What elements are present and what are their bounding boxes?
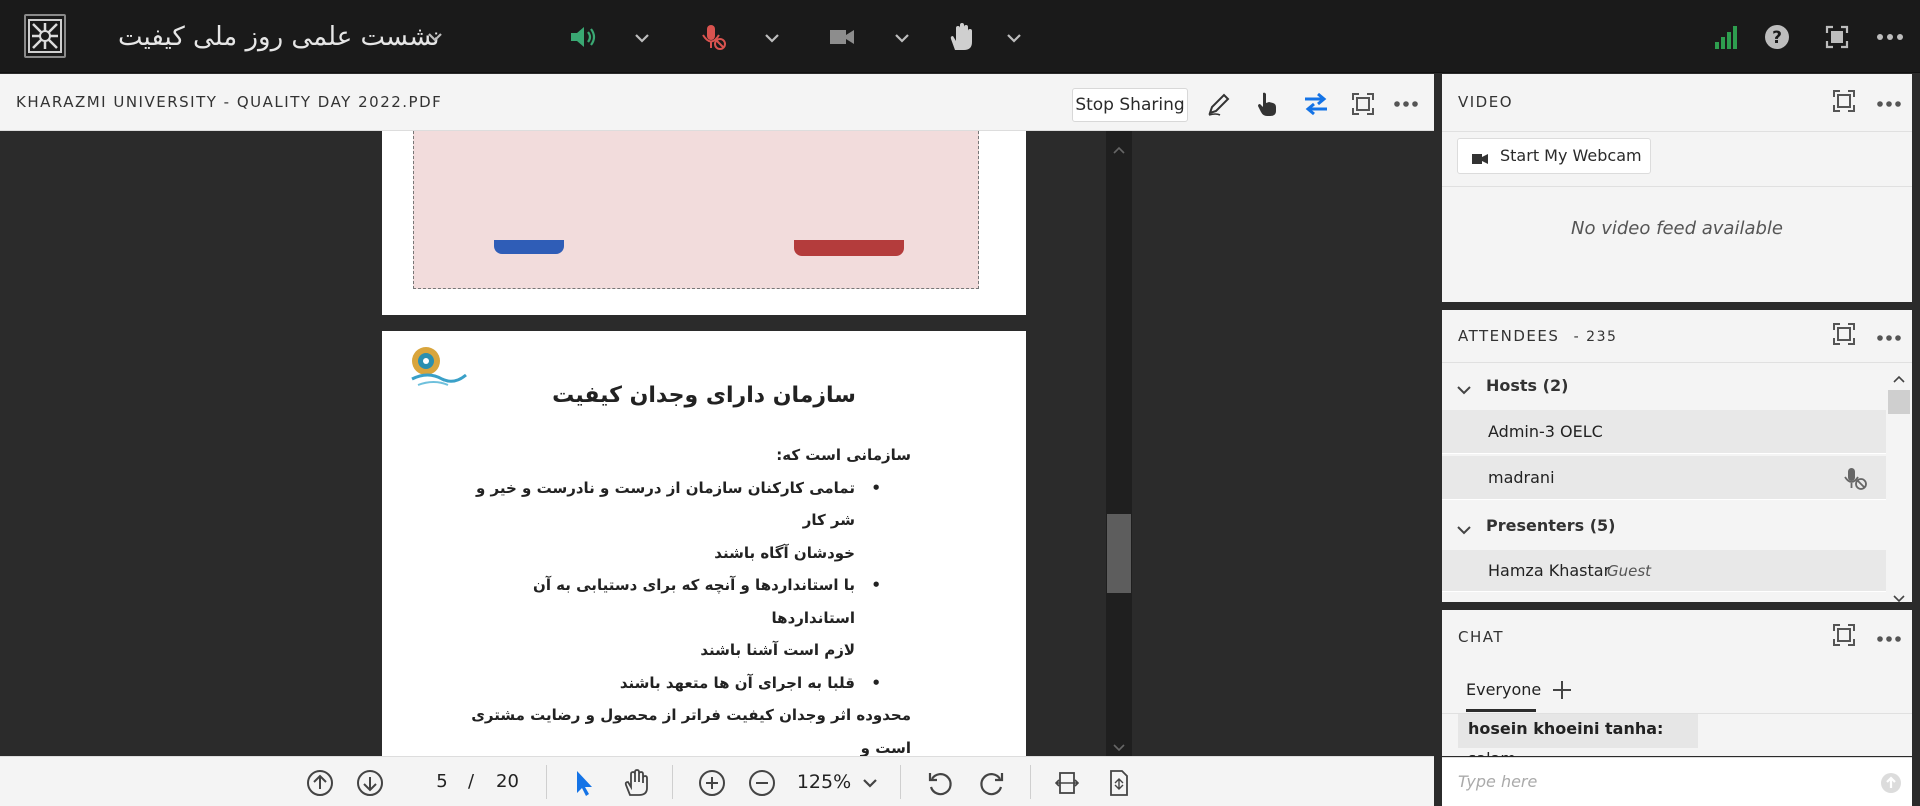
attendees-scroll-thumb[interactable] — [1888, 390, 1910, 414]
meeting-title[interactable]: نشست علمی روز ملی کیفیت — [118, 22, 440, 52]
attendee-role: Guest — [1607, 562, 1652, 580]
webcam-icon — [1472, 150, 1488, 169]
slide-bullet-1: • تمامی کارکنان سازمان از درست و نادرست و خیر و شر کار — [471, 472, 881, 537]
zoom-dropdown-chevron-icon[interactable] — [860, 773, 880, 793]
attendees-pod-title — [1458, 310, 1617, 362]
more-options-icon[interactable] — [1874, 26, 1906, 48]
attendee-row[interactable] — [1442, 550, 1886, 592]
help-icon[interactable] — [1762, 22, 1792, 52]
microphone-options-chevron-icon[interactable] — [762, 28, 782, 48]
attendee-row[interactable] — [1442, 410, 1886, 454]
attendees-pod-controls — [1832, 310, 1902, 362]
share-pod-title: KHARAZMI UNIVERSITY - QUALITY DAY 2022.PDF — [16, 93, 443, 111]
chat-input-placeholder: Type here — [1458, 772, 1538, 791]
toolbar-divider — [672, 765, 673, 799]
hosts-collapse-chevron-icon[interactable] — [1456, 380, 1472, 399]
speaker-icon[interactable] — [566, 20, 600, 54]
attendees-more-options-icon[interactable] — [1876, 327, 1902, 346]
video-pod — [1442, 74, 1912, 302]
document-scroll-thumb[interactable] — [1107, 514, 1131, 593]
attendees-scroll-up-icon[interactable] — [1893, 368, 1905, 387]
slide-bullet-3: • قلبا به اجرای آن ها متعهد باشند — [471, 667, 881, 700]
presenters-group-header[interactable] — [1442, 504, 1886, 548]
scroll-down-arrow-icon[interactable] — [1113, 737, 1125, 756]
attendee-row[interactable] — [1442, 456, 1886, 500]
select-arrow-icon[interactable] — [570, 767, 598, 799]
previous-page-arrow-icon[interactable] — [304, 767, 336, 799]
video-pod-title: VIDEO — [1458, 93, 1514, 111]
toolbar-divider — [546, 765, 547, 799]
top-bar — [0, 0, 1920, 73]
current-page-input[interactable]: 5 — [436, 771, 448, 792]
attendees-fullscreen-icon[interactable] — [1832, 322, 1856, 350]
toolbar-divider — [1030, 765, 1031, 799]
presenters-label: Presenters (5) — [1486, 516, 1616, 535]
chat-message — [1458, 714, 1698, 748]
video-fullscreen-icon[interactable] — [1832, 89, 1856, 117]
annotate-pen-icon[interactable] — [1204, 90, 1234, 118]
chat-input-field[interactable] — [1442, 757, 1912, 806]
attendees-count: - 235 — [1573, 329, 1618, 345]
no-video-message: No video feed available — [1571, 218, 1783, 239]
share-fullscreen-icon[interactable] — [1348, 90, 1378, 118]
share-pod-header — [0, 74, 1434, 131]
chat-pod — [1442, 610, 1912, 756]
next-page-arrow-icon[interactable] — [354, 767, 386, 799]
hosts-group-header[interactable] — [1442, 364, 1886, 408]
chat-more-options-icon[interactable] — [1876, 628, 1902, 647]
slide-title: سازمان دارای وجدان کیفیت — [552, 383, 856, 408]
document-toolbar — [0, 756, 1434, 806]
previous-page — [382, 131, 1026, 315]
zoom-level-select[interactable]: 125% — [796, 771, 852, 793]
camera-options-chevron-icon[interactable] — [892, 28, 912, 48]
camera-icon[interactable] — [826, 22, 858, 52]
zoom-out-icon[interactable] — [746, 767, 778, 799]
app-logo-icon[interactable] — [24, 14, 66, 58]
hand-options-chevron-icon[interactable] — [1004, 28, 1024, 48]
slide-bullet-1-cont: خودشان آگاه باشند — [714, 543, 855, 562]
document-viewer[interactable] — [0, 131, 1434, 756]
previous-page-highlight-box — [413, 131, 979, 289]
current-slide-page — [382, 331, 1026, 756]
pan-hand-icon[interactable] — [620, 767, 652, 799]
attendees-title-text: ATTENDEES — [1458, 327, 1560, 345]
page-separator: / — [468, 771, 475, 792]
total-pages: 20 — [496, 771, 519, 792]
fit-width-icon[interactable] — [1052, 767, 1082, 799]
slide-bullet-2: • با استانداردها و آنچه که برای دستیابی به آن استانداردها — [471, 569, 881, 634]
attendee-mic-muted-icon — [1842, 467, 1868, 495]
attendee-name: madrani — [1488, 468, 1555, 487]
rotate-right-icon[interactable] — [976, 767, 1008, 799]
fit-page-icon[interactable] — [1104, 767, 1134, 799]
chat-send-icon[interactable] — [1880, 772, 1902, 798]
start-webcam-button[interactable] — [1457, 138, 1651, 174]
toolbar-divider — [900, 765, 901, 799]
attendees-pod — [1442, 310, 1912, 602]
connection-signal-icon[interactable] — [1712, 22, 1742, 52]
chat-message-sender: hosein khoeini tanha: — [1468, 719, 1664, 738]
attendees-scrollbar[interactable] — [1888, 364, 1910, 600]
chat-pod-title: CHAT — [1458, 628, 1505, 646]
stop-sharing-button[interactable]: Stop Sharing — [1072, 88, 1188, 122]
speaker-options-chevron-icon[interactable] — [632, 28, 652, 48]
attendees-scroll-down-icon[interactable] — [1893, 588, 1905, 607]
document-scrollbar[interactable] — [1106, 131, 1132, 756]
scroll-up-arrow-icon[interactable] — [1113, 139, 1125, 158]
video-more-options-icon[interactable] — [1876, 93, 1902, 112]
pointer-hand-icon[interactable] — [1252, 90, 1282, 118]
chat-tab-everyone[interactable]: Everyone — [1466, 672, 1536, 712]
fullscreen-icon[interactable] — [1822, 22, 1852, 52]
slide-para-1: محدوده اثر وجدان کیفیت فراتر از محصول و رضایت مشتری است و — [471, 706, 911, 756]
chat-fullscreen-icon[interactable] — [1832, 623, 1856, 651]
share-more-options-icon[interactable] — [1390, 94, 1422, 114]
slide-intro: سازمانی است که: — [776, 446, 911, 464]
add-chat-tab-icon[interactable] — [1552, 680, 1572, 704]
start-webcam-label: Start My Webcam — [1500, 146, 1642, 165]
zoom-in-icon[interactable] — [696, 767, 728, 799]
microphone-muted-icon[interactable] — [696, 20, 730, 54]
attendee-name: Admin-3 OELC — [1488, 422, 1603, 441]
presenters-collapse-chevron-icon[interactable] — [1456, 520, 1472, 539]
attendee-name: Hamza Khastar — [1488, 561, 1611, 580]
sync-swap-icon[interactable] — [1300, 90, 1332, 118]
rotate-left-icon[interactable] — [924, 767, 956, 799]
chat-pod-controls — [1832, 610, 1902, 664]
video-pod-controls — [1832, 74, 1902, 131]
hosts-label: Hosts (2) — [1486, 376, 1569, 395]
raise-hand-icon[interactable] — [944, 20, 978, 54]
slide-bullet-2-cont: لازم است آشنا باشند — [700, 641, 855, 659]
slide-body — [471, 439, 911, 756]
svg-text:?: ? — [1772, 28, 1782, 48]
meeting-menu-chevron-icon[interactable] — [424, 22, 446, 52]
